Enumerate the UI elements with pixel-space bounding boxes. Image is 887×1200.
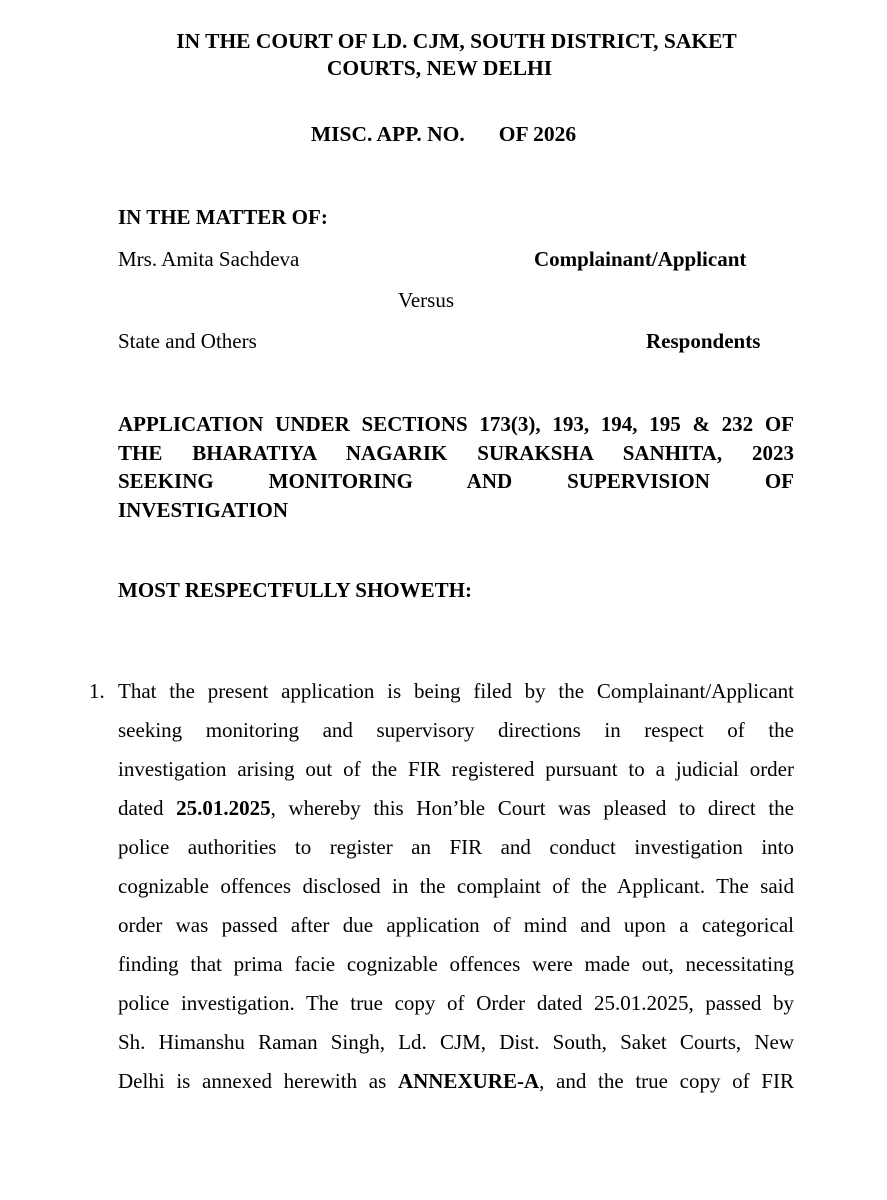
paragraph-line: order was passed after due application of mind and upon a categorical: [118, 913, 794, 937]
paragraph-line: Sh. Himanshu Raman Singh, Ld. CJM, Dist. South, Saket Courts, New: [118, 1030, 794, 1054]
paragraph-line: [118, 1062, 794, 1101]
title-line: THE BHARATIYA NAGARIK SURAKSHA SANHITA, 2023: [118, 440, 794, 465]
paragraph-line: investigation arising out of the FIR registered pursuant to a judicial order: [118, 757, 794, 781]
complainant-role: Complainant/Applicant: [534, 247, 747, 271]
paragraph-number: 1.: [89, 679, 105, 703]
paragraph-text: dated: [118, 796, 177, 820]
paragraph-text: , whereby this Hon’ble Court was pleased to direct the: [270, 796, 794, 820]
annexure-label: ANNEXURE-A: [397, 1069, 540, 1093]
salutation: MOST RESPECTFULLY SHOWETH:: [118, 578, 472, 602]
paragraph-line: cognizable offences disclosed in the complaint of the Applicant. The said: [118, 874, 794, 898]
complainant-name: Mrs. Amita Sachdeva: [118, 247, 300, 271]
paragraph-line: finding that prima facie cognizable offences were made out, necessitating: [118, 952, 794, 976]
title-line: SEEKING MONITORING AND SUPERVISION OF: [118, 469, 794, 493]
paragraph-line: police authorities to register an FIR and conduct investigation into: [118, 835, 794, 859]
app-no-year: OF 2026: [498, 122, 577, 146]
title-line: APPLICATION UNDER SECTIONS 173(3), 193, 194, 195 & 232 OF: [118, 412, 794, 436]
paragraph-body: [118, 672, 794, 1101]
paragraph-text: Delhi is annexed herewith as: [118, 1069, 398, 1093]
paragraph-line: police investigation. The true copy of Order dated 25.01.2025, passed by: [118, 991, 794, 1015]
versus-label: Versus: [398, 288, 454, 312]
application-number: [0, 122, 887, 147]
app-no-label: MISC. APP. NO.: [310, 122, 465, 146]
title-line: INVESTIGATION: [118, 497, 288, 522]
respondent-role: Respondents: [646, 329, 761, 353]
paragraph-text: , and the true copy of FIR: [539, 1069, 794, 1093]
paragraph-line: seeking monitoring and supervisory directions in respect of the: [118, 718, 794, 742]
paragraph-line: That the present application is being filed by the Complainant/Applicant: [118, 679, 794, 703]
court-header-line2: COURTS, NEW DELHI: [326, 56, 553, 80]
matter-heading: IN THE MATTER OF:: [118, 205, 328, 229]
order-date: 25.01.2025: [176, 796, 271, 820]
paragraph-line: [118, 789, 794, 828]
court-header: [0, 28, 887, 82]
respondent-name: State and Others: [118, 329, 257, 353]
application-title: [118, 410, 794, 524]
court-header-line1: IN THE COURT OF LD. CJM, SOUTH DISTRICT, SAKET: [176, 29, 737, 53]
